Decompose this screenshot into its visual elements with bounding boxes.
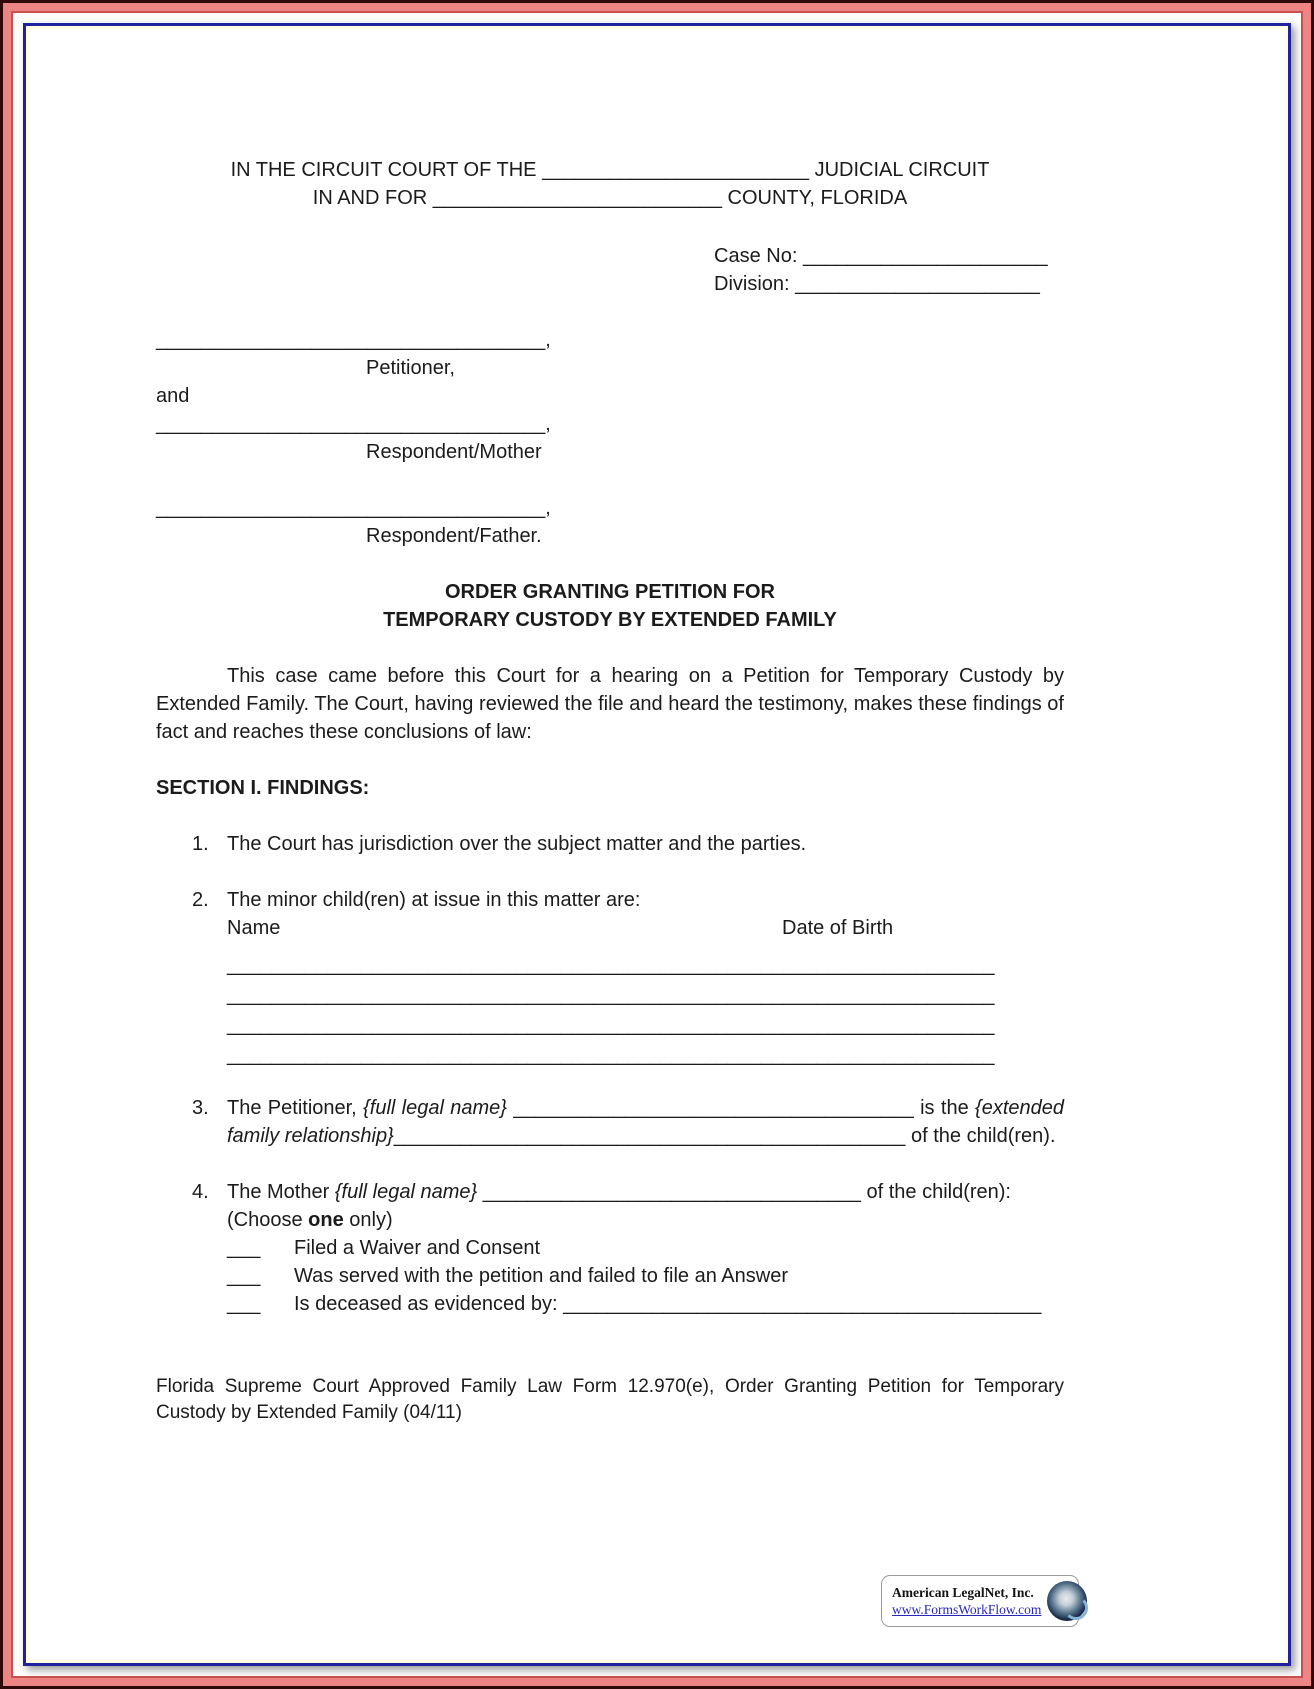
court-header	[156, 156, 1064, 212]
option-3-check-blank: ___	[227, 1293, 261, 1315]
child-entry-blank: _____________________________________________________________________	[227, 954, 995, 976]
extended-family-relationship-hint: {extended family relationship}	[227, 1097, 1065, 1147]
section1-heading: SECTION I. FINDINGS:	[156, 777, 370, 799]
option-served-no-answer	[227, 1262, 1064, 1290]
respondent-mother-label: Respondent/Mother	[366, 441, 542, 463]
option-3-text: Is deceased as evidenced by:	[294, 1293, 558, 1315]
judicial-circuit-blank: ________________________	[542, 159, 810, 181]
document-title	[156, 578, 1064, 634]
division-label: Division:	[714, 273, 790, 295]
option-2-check-blank: ___	[227, 1265, 261, 1287]
case-number-row	[714, 242, 1064, 270]
parties-block	[156, 326, 1064, 550]
respondent-father-name-blank: ___________________________________,	[156, 497, 551, 519]
badge-company-name: American LegalNet, Inc.	[892, 1585, 1034, 1600]
document-title-line1: ORDER GRANTING PETITION FOR	[445, 581, 775, 603]
finding-item-3	[156, 1094, 1064, 1150]
deceased-evidence-blank: ___________________________________________	[563, 1293, 1042, 1315]
child-entry-blank: _____________________________________________________________________	[227, 1044, 995, 1066]
case-number-label: Case No:	[714, 245, 798, 267]
full-legal-name-hint: {full legal name}	[363, 1097, 507, 1119]
dob-column-header: Date of Birth	[782, 917, 894, 939]
finding-item-2	[156, 886, 1064, 1070]
petitioner-fullname-blank: ____________________________________	[513, 1097, 914, 1119]
option-1-text: Filed a Waiver and Consent	[294, 1237, 541, 1259]
finding-4-number: 4.	[192, 1181, 209, 1203]
mother-fullname-blank: __________________________________	[482, 1181, 861, 1203]
american-legalnet-badge	[881, 1575, 1079, 1627]
choose-pre-text: (Choose	[227, 1209, 303, 1231]
finding-3-end-text: of the child(ren).	[910, 1125, 1056, 1147]
respondent-mother-name-blank: ___________________________________,	[156, 413, 551, 435]
finding-1-text: The Court has jurisdiction over the subject matter and the parties.	[227, 833, 807, 855]
respondent-father-label: Respondent/Father.	[366, 525, 542, 547]
children-entry-lines	[227, 950, 1064, 1070]
document-sheet	[23, 23, 1291, 1666]
name-column-header: Name	[227, 917, 281, 939]
division-blank: ______________________	[795, 273, 1040, 295]
petitioner-label: Petitioner,	[366, 357, 455, 379]
form-identifier-footer: Florida Supreme Court Approved Family Law Form 12.970(e), Order Granting Petition for Temporary Custody by Extended Family (04/11)	[156, 1376, 1064, 1423]
choose-one-bold: one	[308, 1209, 344, 1231]
finding-item-1	[156, 830, 1064, 858]
court-header-line1-suffix: JUDICIAL CIRCUIT	[814, 159, 990, 181]
county-blank: __________________________	[432, 187, 722, 209]
choose-one-line	[227, 1206, 1064, 1234]
child-entry-blank: _____________________________________________________________________	[227, 1014, 995, 1036]
case-block	[714, 242, 1064, 298]
option-1-check-blank: ___	[227, 1237, 261, 1259]
intro-paragraph: This case came before this Court for a hearing on a Petition for Temporary Custody by Extended Family. The Court, having reviewed the file and heard the testimony, makes these findings of fact and reaches these conclusions of law:	[156, 665, 1064, 743]
finding-3-mid-text: is the	[920, 1097, 969, 1119]
court-header-line2-suffix: COUNTY, FLORIDA	[727, 187, 908, 209]
document-content	[26, 26, 1288, 1663]
choose-post-text: only)	[349, 1209, 393, 1231]
conjunction-and: and	[156, 385, 190, 407]
court-header-line1	[156, 156, 1064, 184]
finding-3-number: 3.	[192, 1097, 209, 1119]
blank-spacer	[156, 466, 1064, 494]
badge-text-block	[892, 1584, 1041, 1618]
inner-red-frame	[11, 11, 1303, 1678]
child-entry-blank: _____________________________________________________________________	[227, 984, 995, 1006]
finding-item-4	[156, 1178, 1064, 1318]
finding-2-number: 2.	[192, 889, 209, 911]
case-number-blank: ______________________	[802, 245, 1048, 267]
american-legalnet-globe-logo-icon	[1047, 1581, 1087, 1621]
option-waiver-consent	[227, 1234, 1064, 1262]
finding-3-text: The Petitioner,	[227, 1097, 357, 1119]
petitioner-name-blank: ___________________________________,	[156, 329, 551, 351]
finding-4-end-text: of the child(ren):	[866, 1181, 1011, 1203]
document-title-line2: TEMPORARY CUSTODY BY EXTENDED FAMILY	[383, 609, 837, 631]
finding-2-text: The minor child(ren) at issue in this matter are:	[227, 889, 641, 911]
formsworkflow-link[interactable]: www.FormsWorkFlow.com	[892, 1602, 1042, 1617]
finding-4-first-line	[227, 1178, 1064, 1206]
finding-1-number: 1.	[192, 833, 209, 855]
option-2-text: Was served with the petition and failed to file an Answer	[294, 1265, 788, 1287]
division-row	[714, 270, 1064, 298]
court-header-line2-text: IN AND FOR	[312, 187, 428, 209]
relationship-blank: ______________________________________________	[393, 1125, 906, 1147]
mother-full-legal-name-hint: {full legal name}	[334, 1181, 478, 1203]
court-header-line2	[156, 184, 1064, 212]
finding-4-text: The Mother	[227, 1181, 330, 1203]
court-header-line1-text: IN THE CIRCUIT COURT OF THE	[230, 159, 537, 181]
option-deceased	[227, 1290, 1064, 1318]
children-table-headers	[227, 914, 1064, 942]
